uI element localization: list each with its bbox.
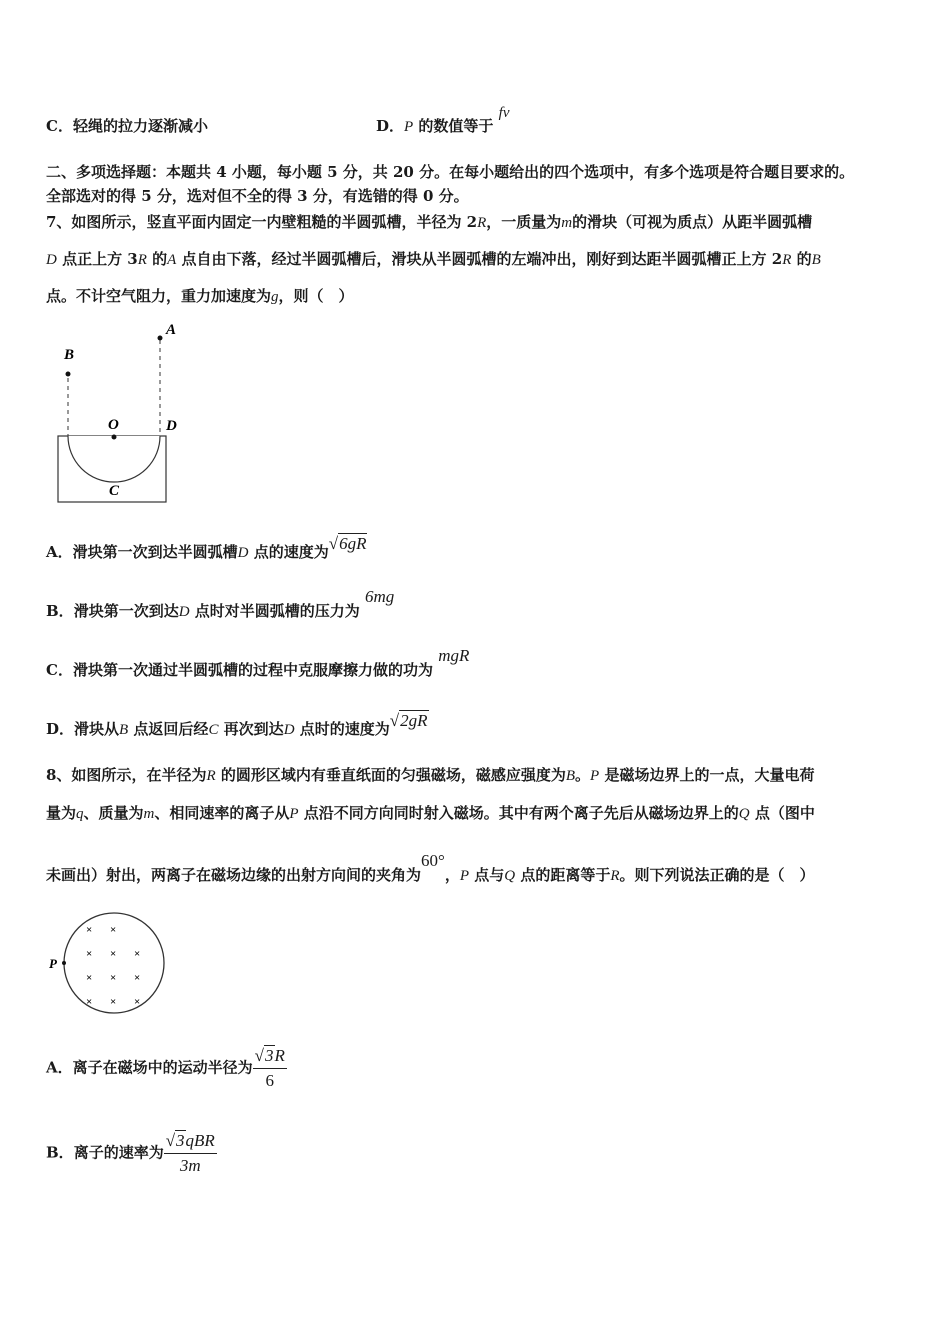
angle-value: 60°	[421, 851, 445, 870]
var-q-point: Q	[738, 806, 750, 822]
text: 再次到达	[218, 720, 284, 738]
text: 的圆形区域内有垂直纸面的匀强磁场，磁感应强度为	[215, 766, 566, 784]
q7-option-b	[46, 587, 395, 622]
text: 点时对半圆弧槽的压力为	[189, 602, 360, 620]
q7-option-d	[46, 711, 429, 740]
math-expression: mgR	[438, 646, 470, 665]
var-d: D	[178, 604, 190, 620]
text: 未画出）射出，两离子在磁场边缘的出射方向间的夹角为	[46, 866, 422, 884]
var-p: P	[289, 806, 299, 822]
var-g: g	[271, 289, 279, 305]
var-q-point: Q	[504, 868, 516, 884]
option-label: C．	[46, 661, 73, 679]
text: 离子的速率为	[73, 1143, 164, 1162]
point-p	[62, 961, 66, 965]
text: 点（图中	[749, 804, 815, 822]
q8-option-b	[46, 1131, 217, 1176]
q8-option-a	[46, 1046, 287, 1091]
field-cross-mark: ×	[86, 924, 93, 936]
field-cross-mark: ×	[86, 948, 93, 960]
text: 。则下列说法正确的是（ ）	[619, 866, 815, 884]
text: 、质量为	[83, 804, 144, 822]
text: 、相同速率的离子从	[154, 804, 290, 822]
var-r: R	[477, 215, 487, 231]
sqrt-expression: √6gR	[328, 534, 367, 553]
section-heading-line2: 全部选对的得 5 分，选对但不全的得 3 分，有选错的得 0 分。	[46, 187, 469, 205]
text: 离子在磁场中的运动半径为	[72, 1058, 253, 1077]
q8-diagram	[44, 910, 174, 1020]
var-b: B	[811, 252, 821, 268]
denominator: 6	[265, 1071, 275, 1090]
option-text: 轻绳的拉力逐渐减小	[72, 117, 208, 135]
text: ，则（ ）	[278, 287, 354, 305]
field-cross-mark: ×	[110, 972, 117, 984]
q7-option-c	[46, 646, 470, 680]
label-b: B	[64, 347, 75, 363]
text: 点正上方 3	[56, 250, 138, 268]
option-label: D．	[376, 117, 405, 135]
q8-stem-line3	[46, 851, 815, 886]
field-cross-mark: ×	[134, 996, 141, 1008]
var-d: D	[283, 722, 295, 738]
text: ，	[444, 866, 460, 884]
section-heading-line1: 二、多项选择题：本题共 4 小题，每小题 5 分，共 20 分。在每小题给出的四个选项中，有多个选项是符合题目要求的。	[46, 163, 855, 181]
var-p: P	[459, 868, 470, 884]
text: 。	[575, 766, 591, 784]
radicand: 3	[176, 1131, 185, 1150]
var-p: P	[404, 119, 414, 135]
text: 滑块第一次通过半圆弧槽的过程中克服摩擦力做的功为	[72, 661, 433, 679]
q7-stem-line3	[46, 286, 354, 307]
option-label: B．	[46, 602, 74, 620]
text: 的	[791, 250, 812, 268]
var-r: R	[137, 252, 147, 268]
var-m: m	[143, 806, 155, 822]
math-expression: 6mg	[365, 587, 395, 606]
var-p: P	[590, 768, 600, 784]
text: 点时的速度为	[294, 720, 390, 738]
q8-stem-line2	[46, 803, 815, 824]
option-label: C．	[46, 117, 73, 135]
q7-stem-line2	[46, 249, 821, 270]
field-cross-mark: ×	[86, 972, 93, 984]
fraction	[164, 1131, 217, 1176]
var-m: m	[561, 215, 573, 231]
label-c: C	[109, 483, 120, 499]
radicand: 2gR	[400, 711, 428, 730]
field-cross-mark: ×	[110, 996, 117, 1008]
text: 点返回后经	[128, 720, 209, 738]
q7-stem-line1	[46, 212, 812, 233]
option-label: B．	[46, 1143, 74, 1162]
field-cross-mark: ×	[86, 996, 93, 1008]
text: 点沿不同方向同时射入磁场。其中有两个离子先后从磁场边界上的	[298, 804, 739, 822]
text: 滑块第一次到达	[73, 602, 179, 620]
text: 滑块第一次到达半圆弧槽	[72, 543, 238, 561]
label-a: A	[166, 322, 177, 338]
var-d: D	[46, 252, 57, 268]
text: 是磁场边界上的一点，大量电荷	[599, 766, 815, 784]
numerator-rest: qBR	[185, 1131, 215, 1150]
denominator: 3m	[179, 1156, 201, 1175]
q7-option-a	[46, 534, 367, 563]
text: 点自由下落，经过半圆弧槽后，滑块从半圆弧槽的左端冲出，刚好到达距半圆弧槽正上方 2	[176, 250, 783, 268]
var-r: R	[782, 252, 792, 268]
option-label: A．	[46, 1058, 73, 1077]
text: 的滑块（可视为质点）从距半圆弧槽	[572, 213, 813, 231]
numerator-rest: R	[274, 1046, 285, 1065]
text: 的	[146, 250, 168, 268]
q6-option-d	[376, 105, 510, 137]
field-cross-mark: ×	[110, 924, 117, 936]
var-d: D	[237, 545, 249, 561]
q7-diagram	[50, 318, 190, 508]
label-p: P	[49, 956, 57, 971]
text: ，一质量为	[486, 213, 562, 231]
radicand: 3	[265, 1046, 274, 1065]
field-crosses	[86, 924, 140, 1008]
sqrt-expression: √2gR	[389, 711, 428, 730]
text: 滑块从	[74, 720, 120, 738]
math-expression: fv	[498, 105, 510, 121]
numerator: √3R	[253, 1046, 287, 1069]
text: 8、如图所示，在半径为	[46, 766, 207, 784]
var-a: A	[167, 252, 177, 268]
text: 点的距离等于	[515, 866, 611, 884]
radicand: 6gR	[339, 534, 367, 553]
text: 点与	[469, 866, 505, 884]
var-r: R	[206, 768, 216, 784]
var-b: B	[119, 722, 129, 738]
field-cross-mark: ×	[134, 948, 141, 960]
text: 点的速度为	[248, 543, 329, 561]
q8-stem-line1	[46, 765, 814, 786]
point-a	[158, 336, 163, 341]
fraction	[253, 1046, 287, 1091]
text: 量为	[46, 804, 77, 822]
text: 点。不计空气阻力，重力加速度为	[46, 287, 272, 305]
option-text: 的数值等于	[413, 117, 494, 135]
var-c: C	[208, 722, 219, 738]
var-b: B	[565, 768, 576, 784]
var-q: q	[76, 806, 84, 822]
point-o	[112, 435, 117, 440]
var-r: R	[610, 868, 620, 884]
label-d: D	[166, 418, 177, 434]
field-cross-mark: ×	[134, 972, 141, 984]
q6-option-c	[46, 116, 208, 136]
text: 7、如图所示，竖直平面内固定一内壁粗糙的半圆弧槽，半径为 2	[46, 213, 478, 231]
option-label: D．	[46, 720, 75, 738]
field-cross-mark: ×	[110, 948, 117, 960]
numerator: √3qBR	[164, 1131, 217, 1154]
label-o: O	[108, 417, 119, 433]
option-label: A．	[46, 543, 73, 561]
point-b	[66, 372, 71, 377]
half-arc	[68, 436, 160, 482]
